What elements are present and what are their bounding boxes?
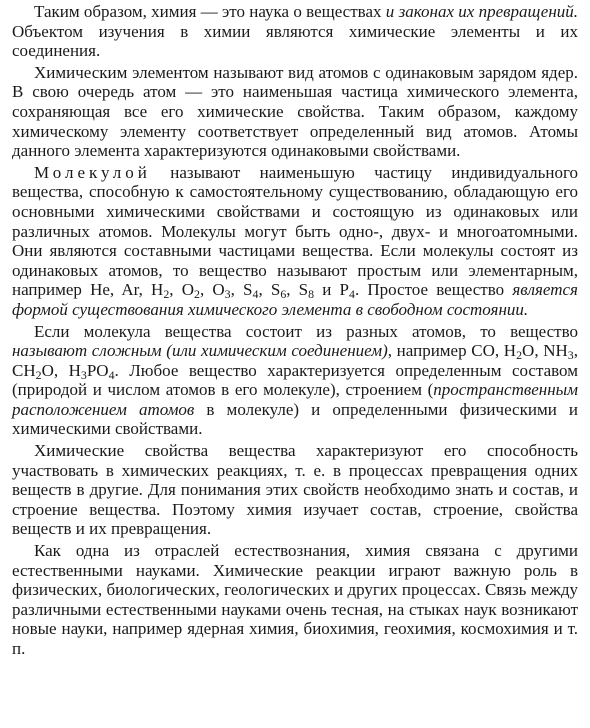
text-segment: . Любое вещество характеризуется определенным составом (природой и числом атомов в его молекуле), строением (	[12, 360, 578, 400]
text-segment: называют наименьшую частицу индивидуального вещества, способную к самостоятельному существованию, обладающую его основными химическими свойствами и состоящую из одинаковых или различных атомов. Молекулы могут быть одно-, двух- и многоатомными. Они являются составными частицами вещества. Если молекулы состоят из одинаковых атомов, то вещество называют простым или элементарным, например He, Ar, H	[12, 162, 578, 300]
subscript: 3	[80, 367, 87, 382]
text-segment: PO	[86, 360, 109, 380]
subscript: 4	[108, 367, 115, 382]
text-segment: Химическим элементом называют вид атомов с одинаковым зарядом ядер. В свою очередь атом — это наименьшая частица химического элемента, сохраняющая все его химические свойства. Таким образом, каждому химическому элементу соответствует определенный вид атомов. Атомы данного элемента характеризуются одинаковыми свойствами.	[12, 62, 578, 161]
subscript: 2	[194, 287, 200, 302]
text-segment: , например CO, H	[387, 341, 517, 361]
spaced-term-molecule: Молекулой	[34, 162, 151, 182]
italic-text-segment: называют сложным (или химическим соединением)	[12, 341, 388, 361]
subscript: 6	[280, 287, 287, 302]
subscript: 3	[224, 287, 231, 302]
subscript: 2	[516, 348, 523, 363]
paragraph-1	[12, 2, 578, 61]
italic-text-segment: пространственным расположением атомов	[12, 380, 578, 419]
paragraph-6	[12, 541, 578, 659]
text-segment: O, H	[41, 360, 81, 380]
subscript: 2	[163, 287, 170, 302]
italic-text-segment: является формой существования химического элемента в свободном состоянии.	[12, 280, 578, 319]
text-segment: Как одна из отраслей естествознания, химия связана с другими естественными науками. Химические реакции играют важную роль в физических, биологических, геологических и других процессах. Связь между различными естественными науками очень тесная, на стыках наук возникают новые науки, например ядерная химия, биохимия, геохимия, космохимия и т. п.	[12, 541, 578, 658]
text-segment: , S	[258, 280, 281, 300]
subscript: 8	[308, 287, 315, 302]
text-segment: , O	[199, 280, 225, 300]
text-segment: , S	[286, 280, 309, 300]
paragraph-3	[12, 163, 578, 320]
text-segment: , S	[230, 280, 253, 300]
text-segment: Таким образом, химия — это наука о веществах	[34, 2, 386, 21]
text-segment: Если молекула вещества состоит из разных атомов, то вещество	[34, 321, 578, 341]
text-segment: Химические свойства вещества характеризуют его способность участвовать в химических реакциях, т. е. в процессах превращения одних веществ в другие. Для понимания этих свойств необходимо знать и состав, и строение вещества. Поэтому химия изучает состав, строение, свойства веществ и их превращения.	[12, 441, 578, 539]
text-segment: , O	[169, 280, 194, 300]
text-segment: . Простое вещество	[354, 280, 513, 300]
subscript: 4	[348, 287, 355, 302]
subscript: 3	[567, 348, 574, 363]
text-segment: и P	[314, 280, 349, 300]
paragraph-5	[12, 441, 578, 539]
subscript: 2	[35, 367, 42, 382]
text-segment: Объектом изучения в химии являются химические элементы и их соединения.	[12, 21, 578, 61]
italic-text-segment: и законах их превращений.	[385, 2, 578, 21]
text-segment: , CH	[12, 341, 578, 380]
text-segment: O, NH	[522, 341, 568, 361]
paragraph-4	[12, 322, 578, 440]
subscript: 4	[252, 287, 259, 302]
text-segment: в молекуле) и определенными физическими и химическими свойствами.	[12, 399, 578, 439]
paragraph-2	[12, 63, 578, 161]
